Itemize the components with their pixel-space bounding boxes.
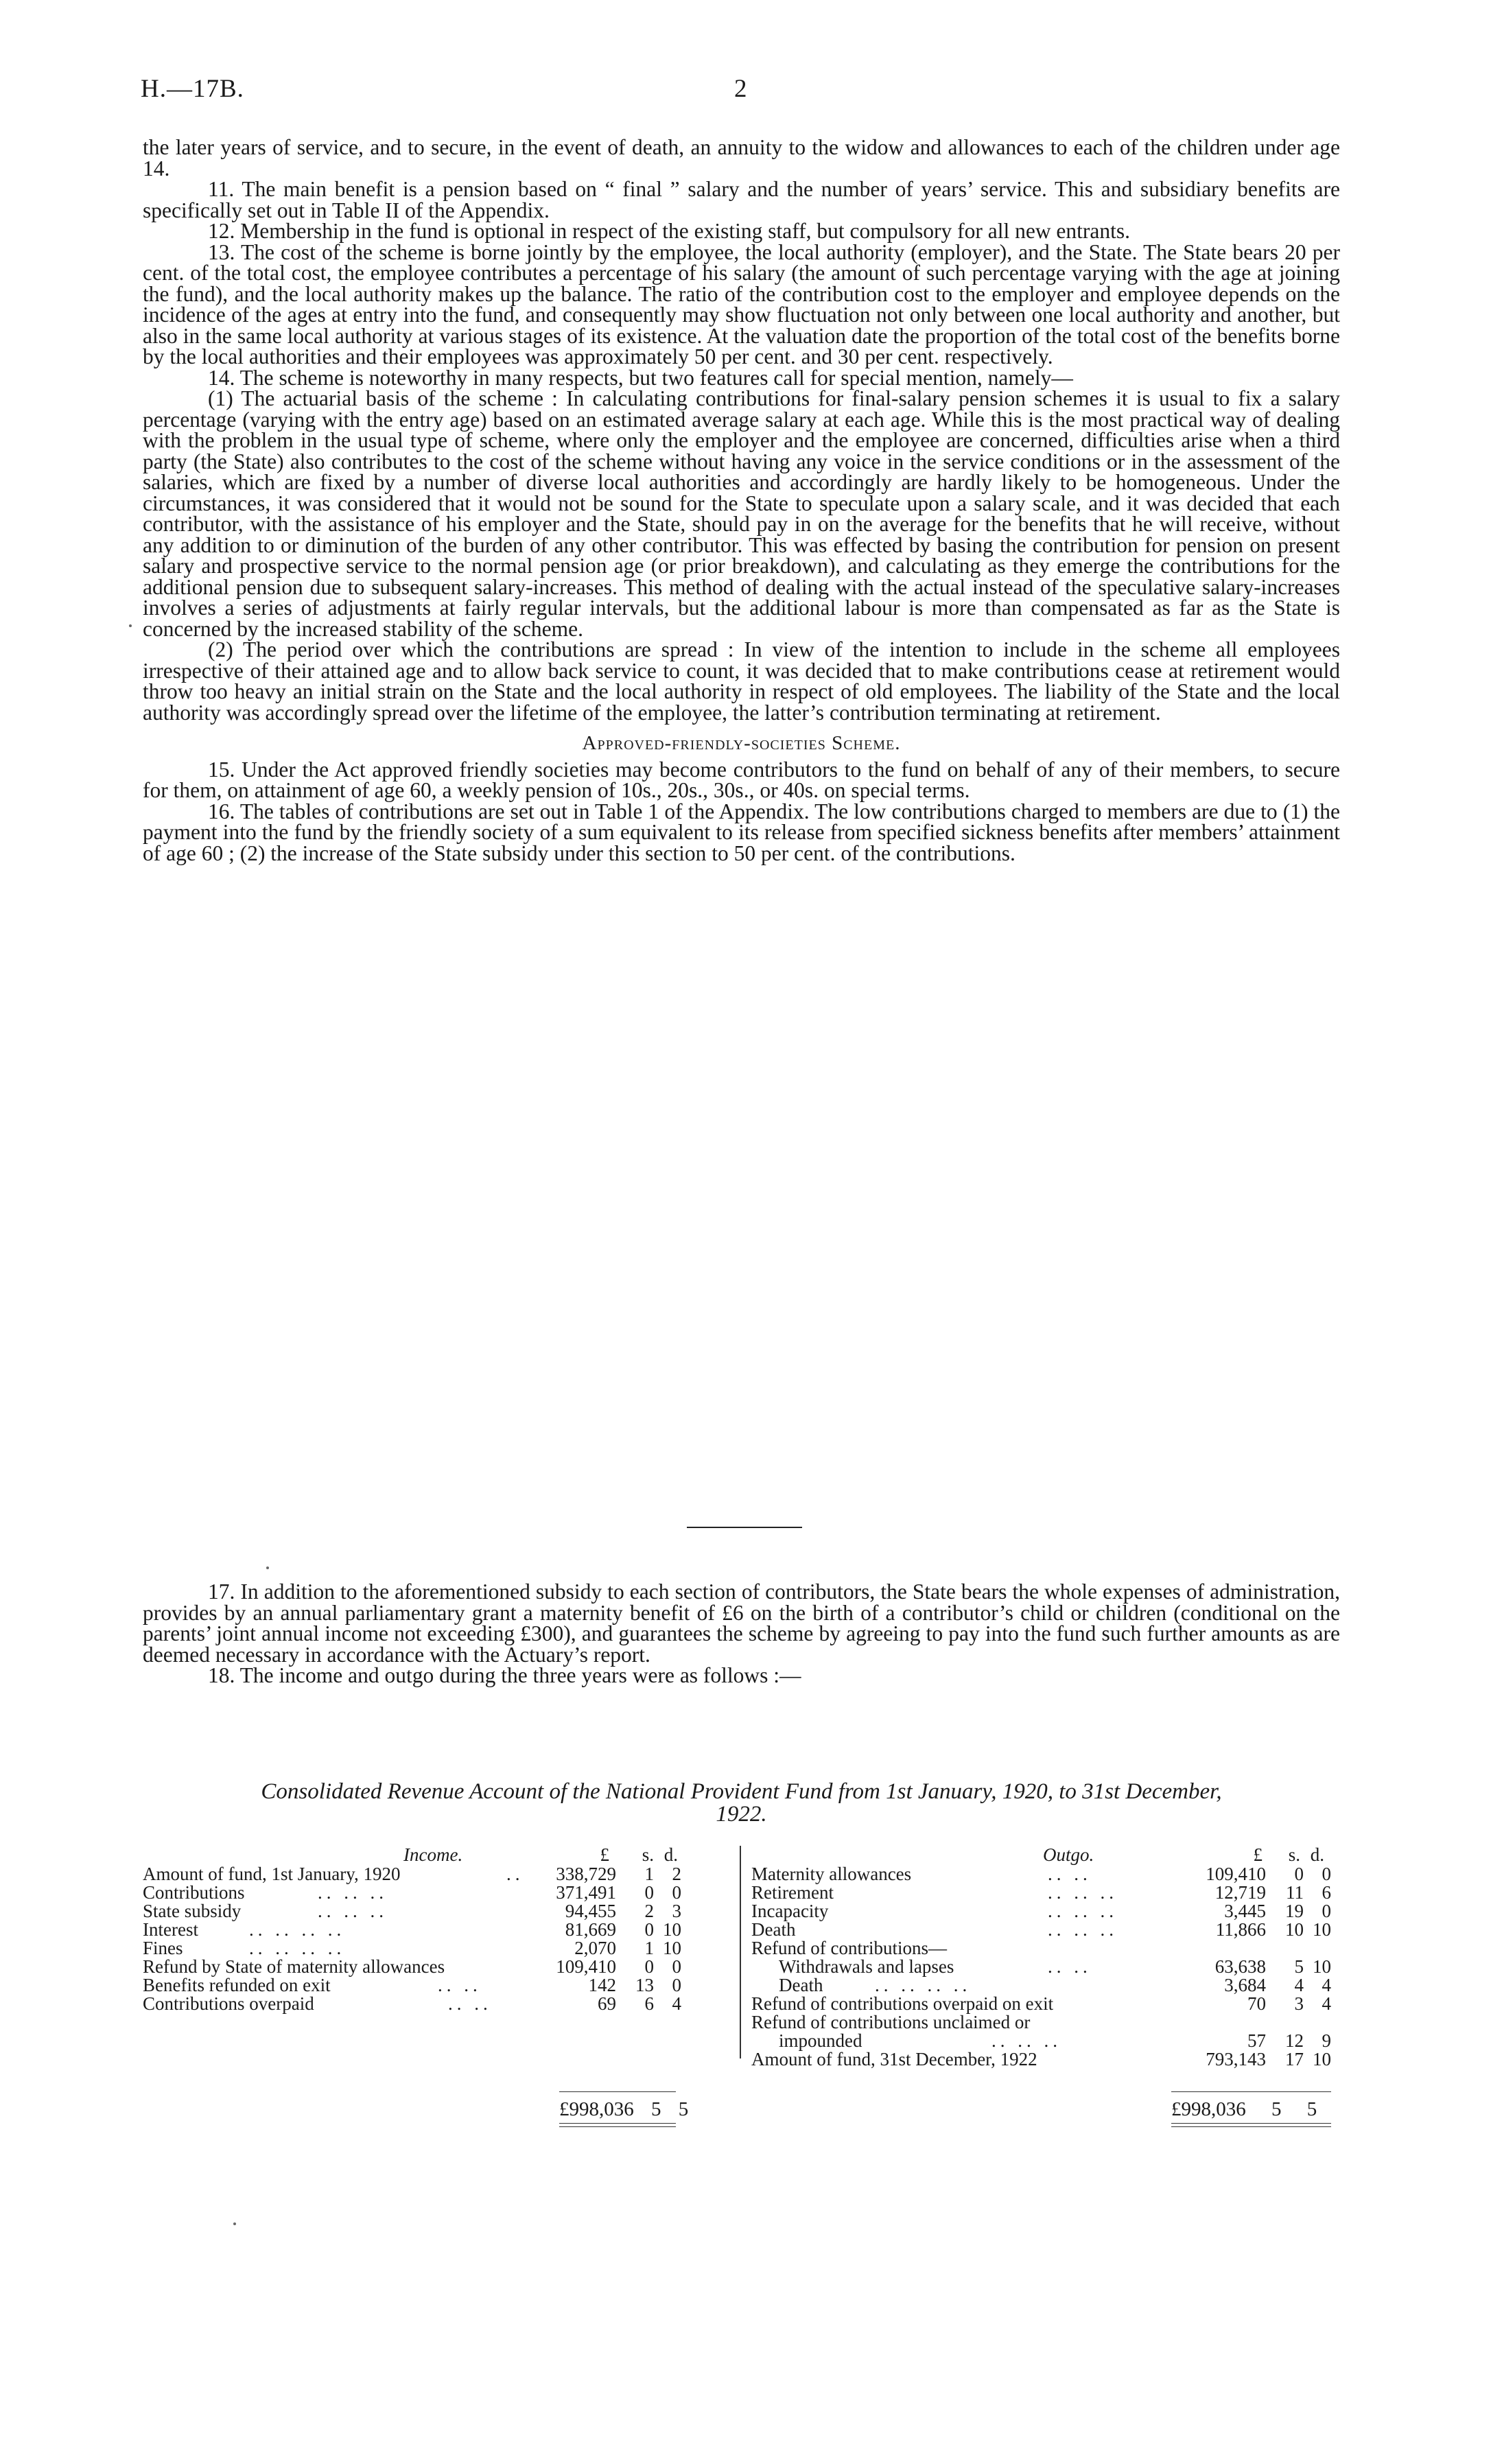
- outgo-row-leaders: .. .. ..: [1048, 1919, 1118, 1940]
- outgo-row: [751, 2032, 1341, 2050]
- income-row-s: 0: [644, 1956, 654, 1977]
- income-row-leaders: ..: [506, 1864, 524, 1884]
- paragraph-18: 18. The income and outgo during the three years were as follows :—: [208, 1663, 801, 1687]
- outgo-row-s: 11: [1286, 1882, 1304, 1903]
- outgo-row-d: 0: [1322, 1901, 1331, 1921]
- income-row-d: 4: [672, 1993, 681, 2014]
- outgo-row: [751, 1902, 1341, 1921]
- outgo-row-leaders: .. ..: [1048, 1864, 1092, 1884]
- income-total-shillings: 5: [651, 2098, 661, 2120]
- paragraph-15: 15. Under the Act approved friendly societies may become contributors to the fund on behalf of any of their members, to secure for them, on attainment of age 60, a weekly pension of 10s., 20s., 30s., or 40s. on special terms.: [143, 757, 1340, 802]
- income-total-pounds: £998,036: [559, 2098, 634, 2120]
- outgo-total-rule-top: [1171, 2091, 1331, 2092]
- outgo-row: [751, 2050, 1341, 2069]
- income-row-description: Refund by State of maternity allowances: [143, 1956, 445, 1977]
- outgo-row-d: 9: [1322, 2030, 1331, 2051]
- income-row-leaders: .. .. .. ..: [249, 1938, 346, 1958]
- outgo-row-d: 10: [1313, 1919, 1331, 1940]
- outgo-rows: [751, 1865, 1341, 2069]
- pence-header: d.: [664, 1844, 678, 1865]
- outgo-total-shillings: 5: [1271, 2098, 1282, 2120]
- print-speck: [266, 1567, 269, 1569]
- income-row-s: 0: [644, 1882, 654, 1903]
- report-reference: H.—17B.: [141, 75, 244, 103]
- outgo-row-description: Refund of contributions overpaid on exit: [751, 1993, 1054, 2014]
- income-row-d: 10: [663, 1919, 681, 1940]
- income-row: [143, 1865, 743, 1884]
- paragraph-17: 17. In addition to the aforementioned subsidy to each section of contributors, the State bears the whole expenses of administration, provides by an annual parliamentary grant a maternity benefit of £6 on the birth of a contributor’s child or children (conditional on the parents’ joint annual income not exceeding £300), and guarantees the scheme by agreeing to pay into the fund such further amounts as are deemed necessary in accordance with the Actuary’s report.: [143, 1580, 1340, 1667]
- outgo-row-pounds: 11,866: [1215, 1919, 1266, 1940]
- outgo-heading: Outgo.: [1043, 1844, 1094, 1865]
- outgo-row-leaders: .. .. .. ..: [875, 1975, 972, 1995]
- outgo-row-leaders: .. ..: [1048, 1956, 1092, 1977]
- income-total-rule-top: [559, 2091, 676, 2092]
- outgo-row-s: 12: [1285, 2030, 1304, 2051]
- outgo-row-description: impounded: [779, 2030, 862, 2051]
- outgo-row-d: 4: [1322, 1993, 1331, 2014]
- income-row-d: 0: [672, 1956, 681, 1977]
- income-row-s: 1: [644, 1864, 654, 1884]
- pounds-header: £: [600, 1844, 609, 1865]
- outgo-row-leaders: .. .. ..: [991, 2030, 1061, 2051]
- section-divider: [687, 1527, 802, 1528]
- outgo-row-pounds: 109,410: [1206, 1864, 1266, 1884]
- income-row-description: Fines: [143, 1938, 183, 1958]
- income-column: [143, 1846, 743, 2013]
- outgo-total-rule-bottom-2: [1171, 2126, 1331, 2127]
- outgo-row-pounds: 793,143: [1206, 2049, 1266, 2069]
- outgo-row-description: Maternity allowances: [751, 1864, 912, 1884]
- outgo-total-pence: 5: [1306, 2098, 1317, 2120]
- outgo-row: [751, 1995, 1341, 2013]
- income-row-description: Benefits refunded on exit: [143, 1975, 331, 1995]
- income-row-pounds: 109,410: [556, 1956, 616, 1977]
- outgo-row-pounds: 70: [1247, 1993, 1266, 2014]
- print-speck: [129, 624, 132, 627]
- outgo-row: [751, 1865, 1341, 1884]
- income-row-pounds: 94,455: [565, 1901, 616, 1921]
- body-text-bottom: [143, 1582, 1340, 1687]
- outgo-row-s: 19: [1285, 1901, 1304, 1921]
- income-row-description: Amount of fund, 1st January, 1920: [143, 1864, 401, 1884]
- outgo-row-description: Retirement: [751, 1882, 834, 1903]
- income-total-pence: 5: [678, 2098, 689, 2120]
- outgo-row-description: Refund of contributions—: [751, 1938, 947, 1958]
- income-total-rule-bottom-2: [559, 2126, 676, 2127]
- income-row-leaders: .. .. ..: [318, 1901, 388, 1921]
- income-heading: Income.: [403, 1844, 463, 1865]
- income-row-description: Contributions: [143, 1882, 245, 1903]
- outgo-row-s: 10: [1285, 1919, 1304, 1940]
- outgo-row: [751, 1884, 1341, 1902]
- page-header: [0, 74, 1491, 108]
- paragraph-12: 12. Membership in the fund is optional in respect of the existing staff, but compulsory for all new entrants.: [208, 219, 1131, 243]
- outgo-row: [751, 1939, 1341, 1958]
- outgo-row-pounds: 12,719: [1214, 1882, 1266, 1903]
- income-row-s: 1: [644, 1938, 654, 1958]
- income-row-pounds: 2,070: [574, 1938, 616, 1958]
- outgo-row-d: 0: [1322, 1864, 1331, 1884]
- paragraph-14-2: (2) The period over which the contributions are spread : In view of the intention to include in the scheme all employees irrespective of their attained age and to allow back service to count, it was decided that to make contributions cease at retirement would throw too heavy an initial strain on the State and the local authority in respect of old employees. The liability of the State and the local authority was accordingly spread over the lifetime of the employee, the latter’s contribution terminating at retirement.: [143, 637, 1340, 725]
- account-caption-line1: Consolidated Revenue Account of the National Provident Fund from 1st January, 1920, to 31st December,: [261, 1779, 1222, 1804]
- outgo-row: [751, 1958, 1341, 1976]
- income-row-leaders: .. .. ..: [318, 1882, 388, 1903]
- outgo-row-d: 4: [1322, 1975, 1331, 1995]
- income-row-s: 13: [635, 1975, 654, 1995]
- outgo-row: [751, 1976, 1341, 1995]
- outgo-row-s: 3: [1294, 1993, 1304, 2014]
- pounds-header: £: [1253, 1844, 1263, 1865]
- body-text-top: [143, 137, 1340, 864]
- outgo-row-s: 5: [1294, 1956, 1304, 1977]
- income-row: [143, 1976, 743, 1995]
- pence-header: d.: [1310, 1844, 1324, 1865]
- income-row: [143, 1902, 743, 1921]
- shillings-header: s.: [642, 1844, 654, 1865]
- income-row-pounds: 371,491: [556, 1882, 616, 1903]
- income-row-description: State subsidy: [143, 1901, 242, 1921]
- income-row-d: 3: [672, 1901, 681, 1921]
- income-row-leaders: .. ..: [438, 1975, 482, 1995]
- outgo-row-pounds: 3,445: [1224, 1901, 1266, 1921]
- income-row-d: 10: [663, 1938, 681, 1958]
- paragraph-11: 11. The main benefit is a pension based on “ final ” salary and the number of years’ service. This and subsidiary benefits are specifically set out in Table II of the Appendix.: [143, 177, 1340, 222]
- outgo-row-s: 0: [1294, 1864, 1304, 1884]
- paragraph-16: 16. The tables of contributions are set out in Table 1 of the Appendix. The low contributions charged to members are due to (1) the payment into the fund by the friendly society of a sum equivalent to its release from specified sickness benefits after members’ attainment of age 60 ; (2) the increase of the State subsidy under this section to 50 per cent. of the contributions.: [143, 799, 1340, 865]
- income-row-d: 0: [672, 1975, 681, 1995]
- income-row: [143, 1995, 743, 2013]
- outgo-row-pounds: 57: [1247, 2030, 1266, 2051]
- income-row: [143, 1921, 743, 1939]
- outgo-total: [1171, 2098, 1331, 2121]
- outgo-total-pounds: £998,036: [1171, 2098, 1246, 2120]
- outgo-row-s: 17: [1285, 2049, 1304, 2069]
- income-total-rule-bottom-1: [559, 2123, 676, 2124]
- income-row: [143, 1884, 743, 1902]
- outgo-row-description: Death: [779, 1975, 823, 1995]
- outgo-row-pounds: 63,638: [1214, 1956, 1266, 1977]
- account-caption: [143, 1781, 1340, 1826]
- paragraph-continuation: the later years of service, and to secure, in the event of death, an annuity to the widow and allowances to each of the children under age 14.: [143, 135, 1340, 180]
- income-row-pounds: 81,669: [565, 1919, 616, 1940]
- paragraph-13: 13. The cost of the scheme is borne jointly by the employee, the local authority (employer), and the State. The State bears 20 per cent. of the total cost, the employee contributes a percentage of his salary (the amount of such percentage varying with the age at joining the fund), and the local authority makes up the balance. The ratio of the contribution cost to the employer and employee depends on the incidence of the ages at entry into the fund, and consequently may show fluctuation not only between one local authority and another, but also in the same local authority at various stages of its existence. At the valuation date the proportion of the total cost of the benefits borne by the local authorities and their employees was approximately 50 per cent. and 30 per cent. respectively.: [143, 239, 1340, 368]
- paragraph-14: 14. The scheme is noteworthy in many respects, but two features call for special mention, namely—: [208, 365, 1073, 390]
- income-row-leaders: .. .. .. ..: [249, 1919, 346, 1940]
- income-row-pounds: 142: [588, 1975, 616, 1995]
- outgo-row-s: 4: [1294, 1975, 1304, 1995]
- income-row: [143, 1939, 743, 1958]
- income-rows: [143, 1865, 743, 2013]
- outgo-row-leaders: .. .. ..: [1048, 1882, 1118, 1903]
- outgo-row-pounds: 3,684: [1224, 1975, 1266, 1995]
- outgo-row-description: Amount of fund, 31st December, 1922: [751, 2049, 1037, 2069]
- shillings-header: s.: [1288, 1844, 1300, 1865]
- outgo-row-description: Incapacity: [751, 1901, 829, 1921]
- income-row-pounds: 338,729: [556, 1864, 616, 1884]
- outgo-row-leaders: .. .. ..: [1048, 1901, 1118, 1921]
- outgo-column-header: [751, 1846, 1341, 1865]
- income-row-pounds: 69: [598, 1993, 616, 2014]
- income-row-s: 2: [644, 1901, 654, 1921]
- outgo-row: [751, 1921, 1341, 1939]
- income-column-header: [143, 1846, 743, 1865]
- outgo-row-d: 6: [1322, 1882, 1331, 1903]
- income-total: [559, 2098, 689, 2121]
- paragraph-14-1: (1) The actuarial basis of the scheme : In calculating contributions for final-salary pension schemes it is usual to fix a salary percentage (varying with the entry age) based on an estimated average salary at each age. While this is the most practical way of dealing with the problem in the usual type of scheme, where only the employer and the employee are concerned, difficulties arise when a third party (the State) also contributes to the cost of the scheme without having any voice in the service conditions or in the assessment of the salaries, which are fixed by a number of diverse local authorities and accordingly are hardly likely to be homogeneous. Under the circumstances, it was considered that it would not be sound for the State to speculate upon a salary scale, and it was decided that each contributor, with the assistance of his employer and the State, should pay in on the average for the benefits that he will receive, without any addition to or diminution of the burden of any other contributor. This was effected by basing the contribution for pension on present salary and prospective service to the normal pension age (or prior breakdown), and calculating as they emerge the contributions for the additional pension due to subsequent salary-increases. This method of dealing with the actual instead of the speculative salary-increases involves a series of adjustments at fairly regular intervals, but the additional labour is more than compensated as far as the State is concerned by the increased stability of the scheme.: [143, 386, 1340, 641]
- income-row-d: 0: [672, 1882, 681, 1903]
- outgo-row-description: Refund of contributions unclaimed or: [751, 2012, 1031, 2032]
- income-row-s: 6: [644, 1993, 654, 2014]
- print-speck: [233, 2222, 236, 2225]
- income-row-d: 2: [672, 1864, 681, 1884]
- outgo-row-description: Withdrawals and lapses: [779, 1956, 954, 1977]
- income-row-description: Contributions overpaid: [143, 1993, 314, 2014]
- account-caption-line2: 1922.: [716, 1802, 767, 1827]
- income-row: [143, 1958, 743, 1976]
- income-row-description: Interest: [143, 1919, 198, 1940]
- section-heading: Approved-friendly-societies Scheme.: [582, 732, 901, 754]
- outgo-row-description: Death: [751, 1919, 796, 1940]
- outgo-row-d: 10: [1313, 2049, 1331, 2069]
- income-row-s: 0: [644, 1919, 654, 1940]
- income-row-leaders: .. ..: [448, 1993, 492, 2014]
- page-number: 2: [734, 75, 747, 103]
- outgo-total-rule-bottom-1: [1171, 2123, 1331, 2124]
- outgo-column: [751, 1846, 1341, 2069]
- outgo-row-d: 10: [1313, 1956, 1331, 1977]
- outgo-row: [751, 2013, 1341, 2032]
